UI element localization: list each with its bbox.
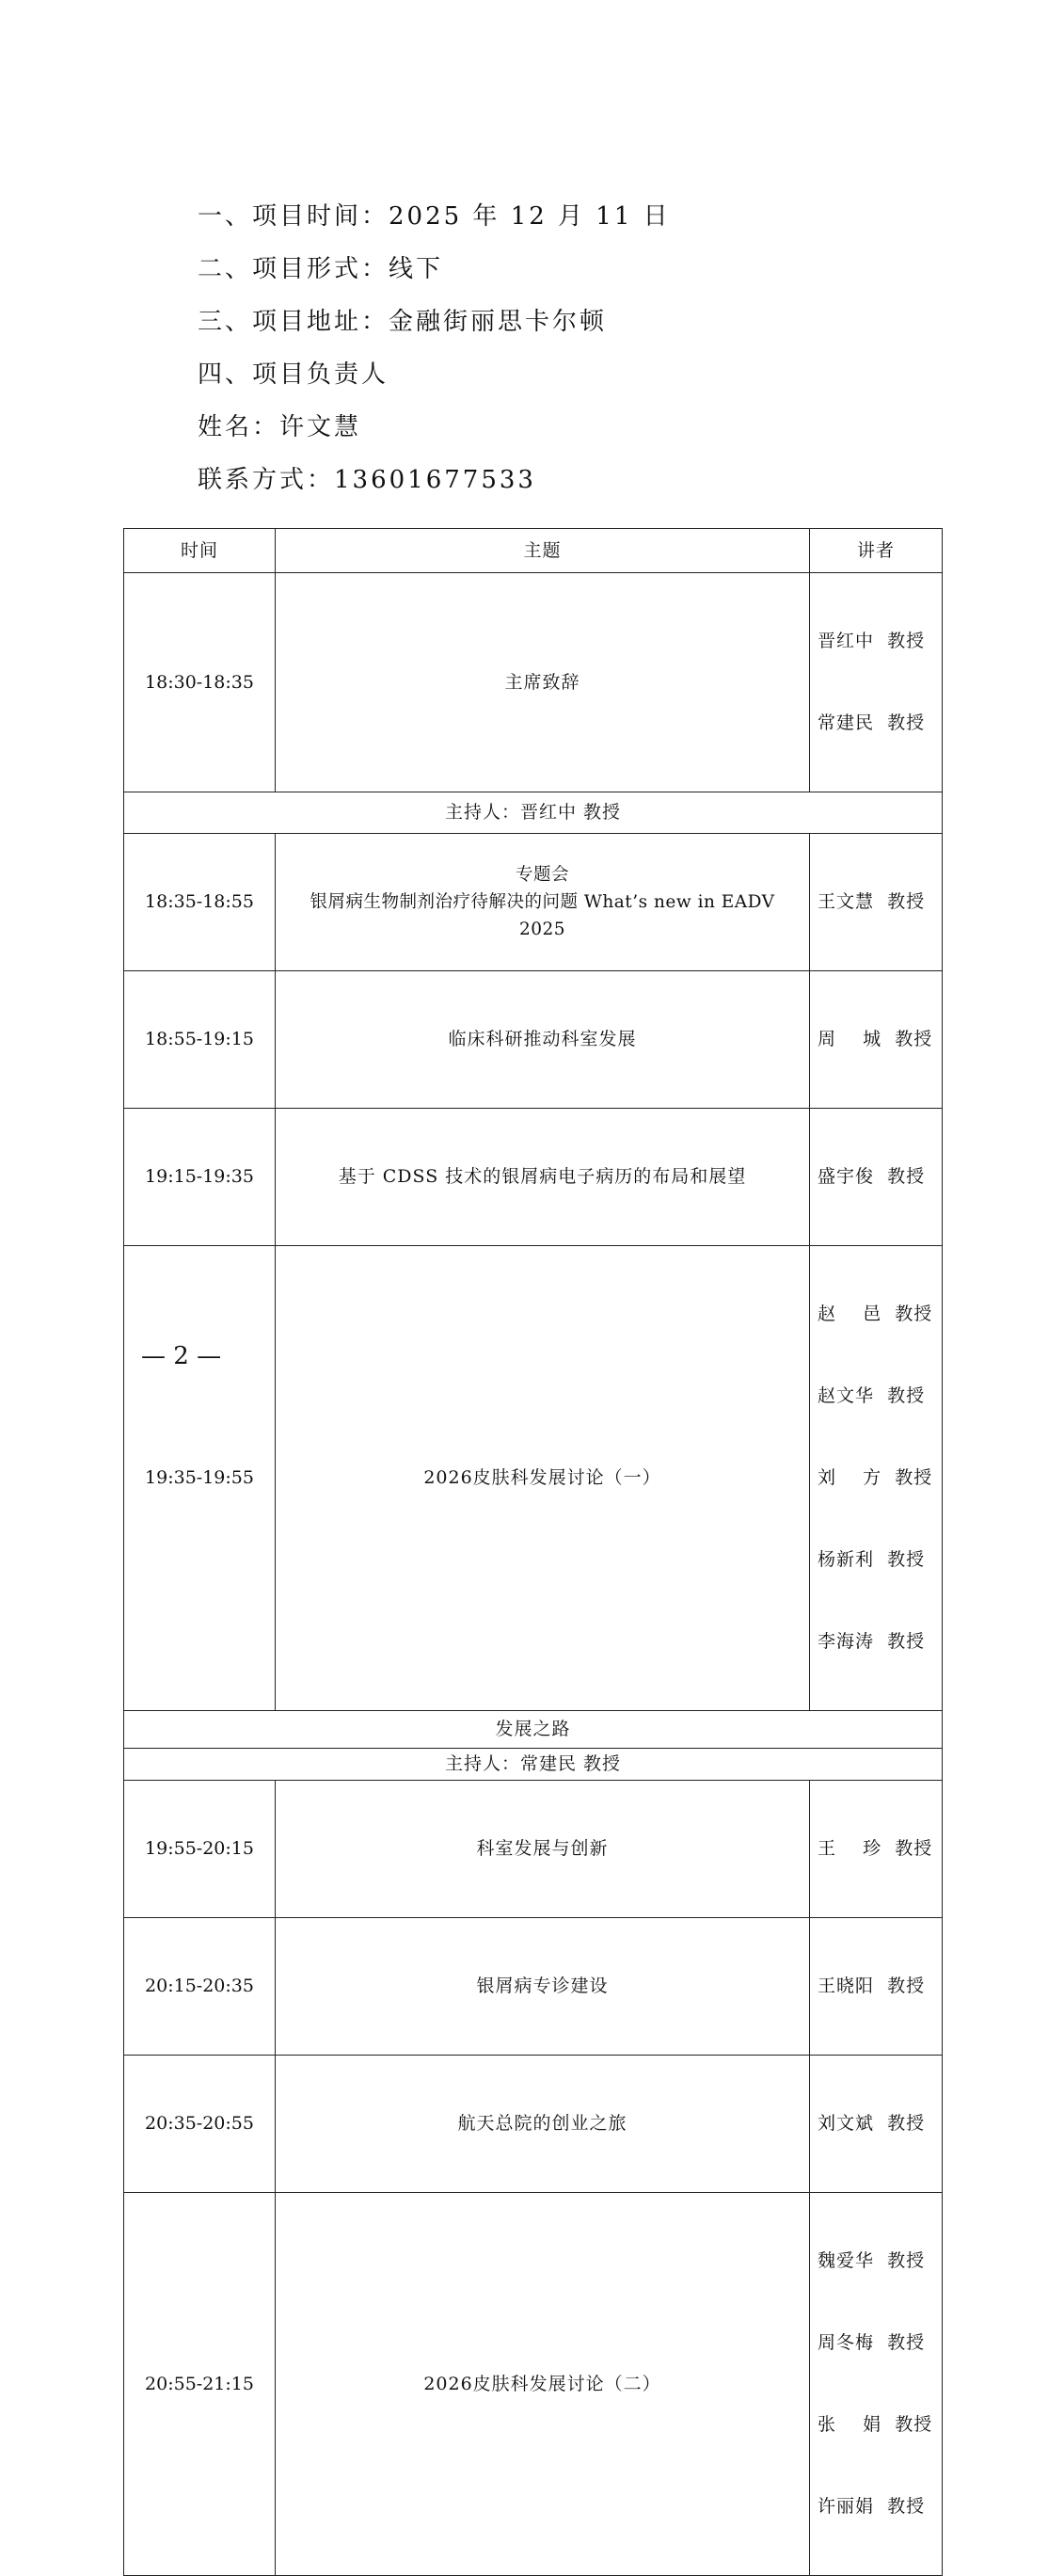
speaker: 周 城 教授 bbox=[818, 1029, 933, 1049]
session-time: 18:35-18:55 bbox=[124, 834, 276, 971]
session-time: 19:55-20:15 bbox=[124, 1781, 276, 1918]
session-topic: 银屑病专诊建设 bbox=[276, 1918, 810, 2056]
table-row bbox=[124, 1246, 943, 1711]
session-topic: 主席致辞 bbox=[276, 573, 810, 792]
project-leader-heading: 四、项目负责人 bbox=[198, 360, 389, 389]
speaker: 周冬梅 教授 bbox=[818, 2332, 926, 2353]
session-time: 18:30-18:35 bbox=[124, 573, 276, 792]
session-speakers bbox=[810, 1109, 943, 1246]
session-speakers bbox=[810, 1781, 943, 1918]
session-time: 20:55-21:15 bbox=[124, 2193, 276, 2576]
speaker: 李海涛 教授 bbox=[818, 1631, 926, 1652]
session-topic: 2026皮肤科发展讨论（一） bbox=[276, 1246, 810, 1711]
table-row bbox=[124, 573, 943, 792]
speaker: 刘 方 教授 bbox=[818, 1467, 933, 1488]
speaker: 杨新利 教授 bbox=[818, 1549, 926, 1570]
speaker: 常建民 教授 bbox=[818, 712, 926, 733]
table-row bbox=[124, 2193, 943, 2576]
speaker: 许丽娟 教授 bbox=[818, 2496, 926, 2517]
page-number: — 2 — bbox=[141, 1342, 222, 1370]
table-row bbox=[124, 2056, 943, 2193]
speaker: 魏爱华 教授 bbox=[818, 2250, 926, 2271]
leader-contact: 联系方式：13601677533 bbox=[198, 466, 536, 494]
session-topic: 科室发展与创新 bbox=[276, 1781, 810, 1918]
topic-line: 银屑病生物制剂治疗待解决的问题 What’s new in EADV bbox=[310, 892, 775, 912]
session-time: 19:15-19:35 bbox=[124, 1109, 276, 1246]
speaker: 王文慧 教授 bbox=[818, 891, 926, 912]
schedule-table bbox=[123, 528, 943, 2576]
topic-line: 专题会 bbox=[515, 865, 569, 885]
session-time: 19:35-19:55 bbox=[124, 1246, 276, 1711]
session-topic: 基于 CDSS 技术的银屑病电子病历的布局和展望 bbox=[276, 1109, 810, 1246]
host-label: 主持人：常建民 教授 bbox=[124, 1749, 943, 1781]
host-row bbox=[124, 792, 943, 834]
session-speakers bbox=[810, 834, 943, 971]
section-row bbox=[124, 1711, 943, 1749]
table-row bbox=[124, 1109, 943, 1246]
session-speakers bbox=[810, 971, 943, 1109]
project-format: 二、项目形式：线下 bbox=[198, 255, 444, 283]
header-time: 时间 bbox=[124, 529, 276, 573]
session-time: 18:55-19:15 bbox=[124, 971, 276, 1109]
session-speakers bbox=[810, 2193, 943, 2576]
table-row bbox=[124, 834, 943, 971]
section-label: 发展之路 bbox=[124, 1711, 943, 1749]
session-time: 20:15-20:35 bbox=[124, 1918, 276, 2056]
session-time: 20:35-20:55 bbox=[124, 2056, 276, 2193]
topic-line: 2025 bbox=[518, 920, 566, 939]
speaker: 赵文华 教授 bbox=[818, 1385, 926, 1406]
session-topic bbox=[276, 834, 810, 971]
table-row bbox=[124, 971, 943, 1109]
table-row bbox=[124, 1918, 943, 2056]
project-time: 一、项目时间：2025 年 12 月 11 日 bbox=[198, 202, 671, 231]
speaker: 张 娟 教授 bbox=[818, 2414, 933, 2435]
leader-name: 姓名：许文慧 bbox=[198, 413, 362, 441]
host-row bbox=[124, 1749, 943, 1781]
speaker: 王晓阳 教授 bbox=[818, 1976, 926, 1996]
header-topic: 主题 bbox=[276, 529, 810, 573]
host-label: 主持人：晋红中 教授 bbox=[124, 792, 943, 834]
table-row bbox=[124, 1781, 943, 1918]
table-header-row bbox=[124, 529, 943, 573]
project-address: 三、项目地址：金融街丽思卡尔顿 bbox=[198, 308, 608, 336]
speaker: 晋红中 教授 bbox=[818, 631, 926, 651]
speaker: 赵 邑 教授 bbox=[818, 1304, 933, 1324]
speaker: 盛宇俊 教授 bbox=[818, 1166, 926, 1187]
session-topic: 2026皮肤科发展讨论（二） bbox=[276, 2193, 810, 2576]
session-topic: 临床科研推动科室发展 bbox=[276, 971, 810, 1109]
header-speaker: 讲者 bbox=[810, 529, 943, 573]
speaker: 刘文斌 教授 bbox=[818, 2113, 926, 2134]
session-speakers bbox=[810, 573, 943, 792]
session-speakers bbox=[810, 1918, 943, 2056]
session-speakers bbox=[810, 2056, 943, 2193]
session-speakers bbox=[810, 1246, 943, 1711]
session-topic: 航天总院的创业之旅 bbox=[276, 2056, 810, 2193]
speaker: 王 珍 教授 bbox=[818, 1838, 933, 1859]
